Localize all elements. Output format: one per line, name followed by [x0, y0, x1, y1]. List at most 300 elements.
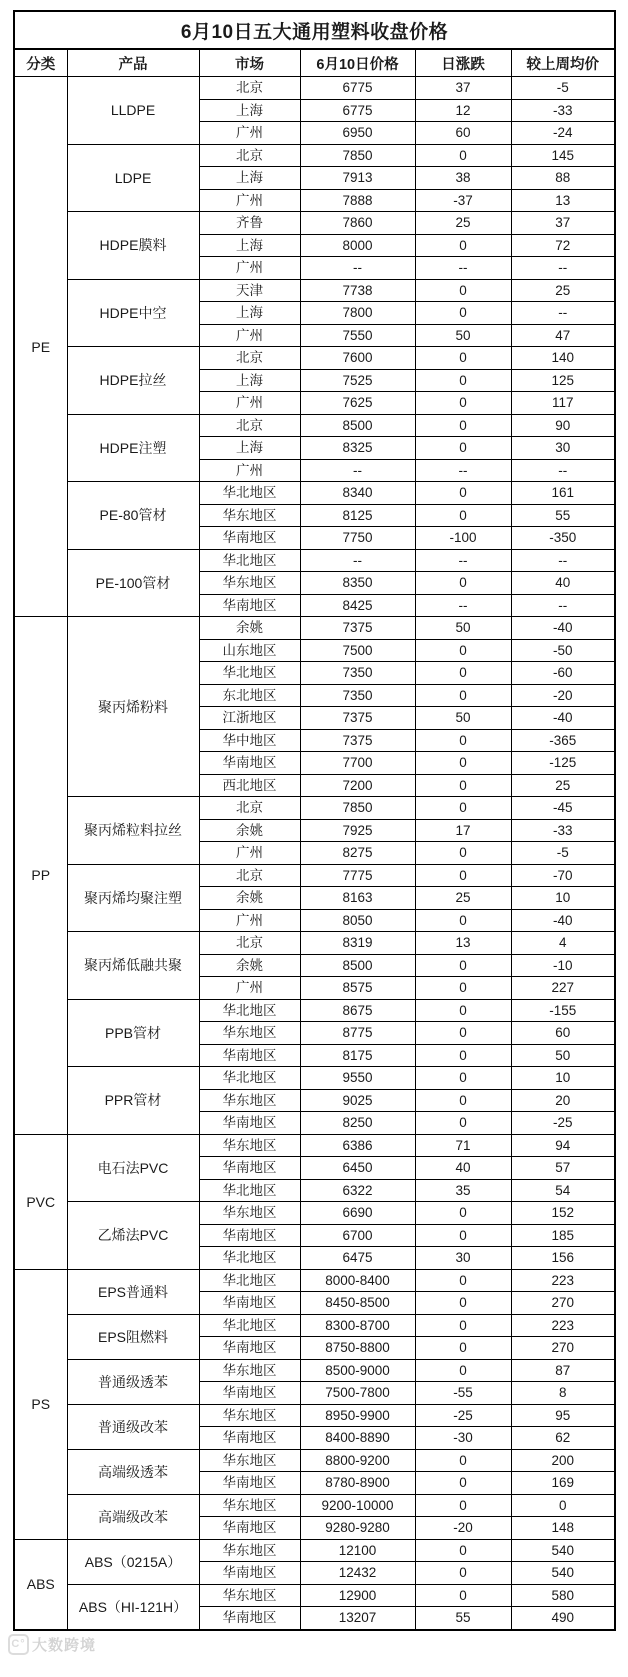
daily-change-cell: 12	[415, 99, 511, 122]
product-cell: 乙烯法PVC	[67, 1202, 199, 1270]
price-cell: 7625	[300, 392, 415, 415]
weekly-avg-cell: --	[511, 302, 615, 325]
market-cell: 华南地区	[199, 1562, 300, 1585]
market-cell: 广州	[199, 977, 300, 1000]
product-cell: PE-80管材	[67, 482, 199, 550]
table-row	[14, 414, 615, 437]
price-cell: 9280-9280	[300, 1517, 415, 1540]
price-cell: 8775	[300, 1022, 415, 1045]
daily-change-cell: 0	[415, 1202, 511, 1225]
daily-change-cell: 0	[415, 1022, 511, 1045]
weekly-avg-cell: 47	[511, 324, 615, 347]
product-cell: HDPE膜料	[67, 212, 199, 280]
weekly-avg-cell: 540	[511, 1539, 615, 1562]
weekly-avg-cell: 25	[511, 279, 615, 302]
table-row	[14, 797, 615, 820]
market-cell: 上海	[199, 167, 300, 190]
price-cell: 8275	[300, 842, 415, 865]
weekly-avg-cell: 50	[511, 1044, 615, 1067]
table-row	[14, 279, 615, 302]
market-cell: 余姚	[199, 954, 300, 977]
price-cell: 7500-7800	[300, 1382, 415, 1405]
daily-change-cell: 0	[415, 1494, 511, 1517]
market-cell: 山东地区	[199, 639, 300, 662]
daily-change-cell: 0	[415, 1224, 511, 1247]
weekly-avg-cell: 8	[511, 1382, 615, 1405]
price-cell: 7375	[300, 707, 415, 730]
price-cell: 8780-8900	[300, 1472, 415, 1495]
weekly-avg-cell: --	[511, 594, 615, 617]
daily-change-cell: 0	[415, 234, 511, 257]
daily-change-cell: --	[415, 594, 511, 617]
table-row	[14, 1314, 615, 1337]
table-row	[14, 1584, 615, 1607]
market-cell: 华南地区	[199, 527, 300, 550]
product-cell: EPS普通料	[67, 1269, 199, 1314]
market-cell: 广州	[199, 909, 300, 932]
market-cell: 北京	[199, 932, 300, 955]
weekly-avg-cell: -20	[511, 684, 615, 707]
weekly-avg-cell: 125	[511, 369, 615, 392]
price-cell: 6690	[300, 1202, 415, 1225]
market-cell: 广州	[199, 189, 300, 212]
daily-change-cell: 0	[415, 392, 511, 415]
price-cell: 12100	[300, 1539, 415, 1562]
market-cell: 华南地区	[199, 1382, 300, 1405]
weekly-avg-cell: --	[511, 549, 615, 572]
watermark	[8, 1634, 96, 1655]
product-cell: 电石法PVC	[67, 1134, 199, 1202]
weekly-avg-cell: 54	[511, 1179, 615, 1202]
daily-change-cell: 0	[415, 1269, 511, 1292]
market-cell: 华北地区	[199, 1247, 300, 1270]
market-cell: 广州	[199, 842, 300, 865]
daily-change-cell: --	[415, 257, 511, 280]
price-cell: 7600	[300, 347, 415, 370]
market-cell: 上海	[199, 302, 300, 325]
price-cell: 6450	[300, 1157, 415, 1180]
daily-change-cell: 0	[415, 639, 511, 662]
weekly-avg-cell: 270	[511, 1292, 615, 1315]
price-cell: 13207	[300, 1607, 415, 1630]
weekly-avg-cell: 57	[511, 1157, 615, 1180]
weekly-avg-cell: -70	[511, 864, 615, 887]
daily-change-cell: -100	[415, 527, 511, 550]
weekly-avg-cell: 10	[511, 1067, 615, 1090]
weekly-avg-cell: 13	[511, 189, 615, 212]
price-cell: 7500	[300, 639, 415, 662]
market-cell: 上海	[199, 437, 300, 460]
weekly-avg-cell: 30	[511, 437, 615, 460]
daily-change-cell: 0	[415, 302, 511, 325]
weekly-avg-cell: -45	[511, 797, 615, 820]
market-cell: 广州	[199, 459, 300, 482]
weekly-avg-cell: 140	[511, 347, 615, 370]
price-cell: 8175	[300, 1044, 415, 1067]
weekly-avg-cell: 20	[511, 1089, 615, 1112]
product-cell: ABS（0215A）	[67, 1539, 199, 1584]
daily-change-cell: 0	[415, 999, 511, 1022]
daily-change-cell: 50	[415, 324, 511, 347]
daily-change-cell: 60	[415, 122, 511, 145]
daily-change-cell: 71	[415, 1134, 511, 1157]
weekly-avg-cell: -40	[511, 707, 615, 730]
market-cell: 北京	[199, 77, 300, 100]
price-cell: 7850	[300, 797, 415, 820]
category-cell: PP	[14, 617, 67, 1135]
daily-change-cell: 0	[415, 1337, 511, 1360]
market-cell: 华东地区	[199, 1539, 300, 1562]
weekly-avg-cell: -40	[511, 909, 615, 932]
price-cell: 7350	[300, 662, 415, 685]
weekly-avg-cell: 37	[511, 212, 615, 235]
price-cell: 7350	[300, 684, 415, 707]
price-cell: 8750-8800	[300, 1337, 415, 1360]
market-cell: 华北地区	[199, 1314, 300, 1337]
daily-change-cell: 0	[415, 729, 511, 752]
daily-change-cell: 0	[415, 797, 511, 820]
weekly-avg-cell: 4	[511, 932, 615, 955]
price-cell: 7800	[300, 302, 415, 325]
daily-change-cell: 0	[415, 1359, 511, 1382]
table-row	[14, 549, 615, 572]
price-cell: 8000	[300, 234, 415, 257]
market-cell: 华东地区	[199, 1022, 300, 1045]
market-cell: 华东地区	[199, 572, 300, 595]
table-row	[14, 1539, 615, 1562]
table-row	[14, 999, 615, 1022]
daily-change-cell: -25	[415, 1404, 511, 1427]
price-cell: 8350	[300, 572, 415, 595]
market-cell: 广州	[199, 257, 300, 280]
category-cell: PVC	[14, 1134, 67, 1269]
table-row	[14, 617, 615, 640]
weekly-avg-cell: 90	[511, 414, 615, 437]
table-row	[14, 482, 615, 505]
header-row	[14, 49, 615, 77]
price-cell: 8800-9200	[300, 1449, 415, 1472]
market-cell: 北京	[199, 414, 300, 437]
weekly-avg-cell: 94	[511, 1134, 615, 1157]
table-row	[14, 77, 615, 100]
daily-change-cell: 0	[415, 1292, 511, 1315]
market-cell: 华东地区	[199, 1089, 300, 1112]
market-cell: 余姚	[199, 887, 300, 910]
price-cell: 8000-8400	[300, 1269, 415, 1292]
product-cell: 普通级透苯	[67, 1359, 199, 1404]
daily-change-cell: 0	[415, 369, 511, 392]
market-cell: 华南地区	[199, 1472, 300, 1495]
price-cell: 8319	[300, 932, 415, 955]
weekly-avg-cell: 161	[511, 482, 615, 505]
market-cell: 华东地区	[199, 1134, 300, 1157]
daily-change-cell: 0	[415, 1539, 511, 1562]
product-cell: LLDPE	[67, 77, 199, 145]
product-cell: PPB管材	[67, 999, 199, 1067]
weekly-avg-cell: 152	[511, 1202, 615, 1225]
daily-change-cell: 55	[415, 1607, 511, 1630]
page-title: 6月10日五大通用塑料收盘价格	[14, 11, 615, 49]
market-cell: 华南地区	[199, 752, 300, 775]
table-row	[14, 932, 615, 955]
product-cell: 高端级改苯	[67, 1494, 199, 1539]
product-cell: PE-100管材	[67, 549, 199, 617]
market-cell: 华南地区	[199, 1427, 300, 1450]
price-cell: 7700	[300, 752, 415, 775]
weekly-avg-cell: 156	[511, 1247, 615, 1270]
category-cell: ABS	[14, 1539, 67, 1630]
price-cell: 7913	[300, 167, 415, 190]
daily-change-cell: 0	[415, 662, 511, 685]
price-cell: 6700	[300, 1224, 415, 1247]
daily-change-cell: -37	[415, 189, 511, 212]
weekly-avg-cell: 227	[511, 977, 615, 1000]
table-row	[14, 212, 615, 235]
market-cell: 华东地区	[199, 1359, 300, 1382]
weekly-avg-cell: --	[511, 459, 615, 482]
weekly-avg-cell: 60	[511, 1022, 615, 1045]
price-cell: 8575	[300, 977, 415, 1000]
product-cell: 聚丙烯粒料拉丝	[67, 797, 199, 865]
product-cell: 普通级改苯	[67, 1404, 199, 1449]
weekly-avg-cell: 0	[511, 1494, 615, 1517]
table-row	[14, 1449, 615, 1472]
title-row	[14, 11, 615, 49]
market-cell: 余姚	[199, 819, 300, 842]
market-cell: 华北地区	[199, 999, 300, 1022]
table-row	[14, 347, 615, 370]
price-cell: 8400-8890	[300, 1427, 415, 1450]
daily-change-cell: 0	[415, 504, 511, 527]
price-table-container	[13, 10, 614, 1631]
weekly-avg-cell: 145	[511, 144, 615, 167]
price-table	[13, 10, 616, 1631]
market-cell: 江浙地区	[199, 707, 300, 730]
weekly-avg-cell: 88	[511, 167, 615, 190]
product-cell: PPR管材	[67, 1067, 199, 1135]
price-cell: --	[300, 549, 415, 572]
weekly-avg-cell: --	[511, 257, 615, 280]
product-cell: LDPE	[67, 144, 199, 212]
price-cell: 8325	[300, 437, 415, 460]
weekly-avg-cell: 580	[511, 1584, 615, 1607]
daily-change-cell: 17	[415, 819, 511, 842]
weekly-avg-cell: 148	[511, 1517, 615, 1540]
price-cell: 8300-8700	[300, 1314, 415, 1337]
price-cell: 6386	[300, 1134, 415, 1157]
market-cell: 华中地区	[199, 729, 300, 752]
daily-change-cell: 0	[415, 1449, 511, 1472]
weekly-avg-cell: 72	[511, 234, 615, 257]
daily-change-cell: 50	[415, 707, 511, 730]
weekly-avg-cell: -33	[511, 99, 615, 122]
column-header-weekly-avg: 较上周均价	[511, 49, 615, 77]
market-cell: 华南地区	[199, 1224, 300, 1247]
column-header-price: 6月10日价格	[300, 49, 415, 77]
table-row	[14, 1359, 615, 1382]
daily-change-cell: 0	[415, 1112, 511, 1135]
price-cell: 9550	[300, 1067, 415, 1090]
table-row	[14, 1067, 615, 1090]
price-cell: 7550	[300, 324, 415, 347]
price-cell: 8050	[300, 909, 415, 932]
daily-change-cell: 13	[415, 932, 511, 955]
product-cell: 聚丙烯粉料	[67, 617, 199, 797]
price-cell: 7375	[300, 617, 415, 640]
daily-change-cell: 0	[415, 279, 511, 302]
market-cell: 华东地区	[199, 1449, 300, 1472]
weekly-avg-cell: -10	[511, 954, 615, 977]
weekly-avg-cell: 95	[511, 1404, 615, 1427]
market-cell: 华南地区	[199, 1337, 300, 1360]
price-cell: 8250	[300, 1112, 415, 1135]
product-cell: 高端级透苯	[67, 1449, 199, 1494]
daily-change-cell: 25	[415, 212, 511, 235]
weekly-avg-cell: 55	[511, 504, 615, 527]
weekly-avg-cell: -60	[511, 662, 615, 685]
daily-change-cell: 40	[415, 1157, 511, 1180]
market-cell: 华南地区	[199, 1517, 300, 1540]
weekly-avg-cell: -25	[511, 1112, 615, 1135]
weekly-avg-cell: 10	[511, 887, 615, 910]
weekly-avg-cell: -50	[511, 639, 615, 662]
weekly-avg-cell: -24	[511, 122, 615, 145]
market-cell: 广州	[199, 324, 300, 347]
market-cell: 上海	[199, 99, 300, 122]
price-cell: 7525	[300, 369, 415, 392]
category-cell: PE	[14, 77, 67, 617]
daily-change-cell: 0	[415, 347, 511, 370]
price-cell: 9200-10000	[300, 1494, 415, 1517]
table-row	[14, 864, 615, 887]
market-cell: 齐鲁	[199, 212, 300, 235]
price-cell: 7860	[300, 212, 415, 235]
market-cell: 华南地区	[199, 1112, 300, 1135]
daily-change-cell: -20	[415, 1517, 511, 1540]
daily-change-cell: 0	[415, 572, 511, 595]
price-cell: 8450-8500	[300, 1292, 415, 1315]
weekly-avg-cell: 540	[511, 1562, 615, 1585]
price-cell: 8500	[300, 954, 415, 977]
price-cell: 8125	[300, 504, 415, 527]
weekly-avg-cell: 62	[511, 1427, 615, 1450]
daily-change-cell: 37	[415, 77, 511, 100]
market-cell: 华东地区	[199, 1404, 300, 1427]
market-cell: 北京	[199, 864, 300, 887]
table-row	[14, 1494, 615, 1517]
market-cell: 华东地区	[199, 504, 300, 527]
column-header-product: 产品	[67, 49, 199, 77]
product-cell: HDPE拉丝	[67, 347, 199, 415]
daily-change-cell: 0	[415, 1089, 511, 1112]
product-cell: 聚丙烯均聚注塑	[67, 864, 199, 932]
price-cell: 6775	[300, 77, 415, 100]
weekly-avg-cell: -365	[511, 729, 615, 752]
market-cell: 华南地区	[199, 1157, 300, 1180]
price-cell: 12900	[300, 1584, 415, 1607]
daily-change-cell: 0	[415, 864, 511, 887]
price-table-body	[14, 77, 615, 1630]
price-cell: 7775	[300, 864, 415, 887]
weekly-avg-cell: -350	[511, 527, 615, 550]
product-cell: 聚丙烯低融共聚	[67, 932, 199, 1000]
weekly-avg-cell: 223	[511, 1314, 615, 1337]
weekly-avg-cell: -5	[511, 842, 615, 865]
weekly-avg-cell: 40	[511, 572, 615, 595]
price-cell: 8500-9000	[300, 1359, 415, 1382]
market-cell: 华北地区	[199, 1179, 300, 1202]
price-cell: 7925	[300, 819, 415, 842]
product-cell: ABS（HI-121H）	[67, 1584, 199, 1630]
price-cell: 8950-9900	[300, 1404, 415, 1427]
daily-change-cell: 35	[415, 1179, 511, 1202]
price-cell: 8675	[300, 999, 415, 1022]
daily-change-cell: 0	[415, 774, 511, 797]
weekly-avg-cell: -5	[511, 77, 615, 100]
daily-change-cell: 0	[415, 1044, 511, 1067]
daily-change-cell: 0	[415, 752, 511, 775]
column-header-daily-change: 日涨跌	[415, 49, 511, 77]
market-cell: 北京	[199, 347, 300, 370]
market-cell: 西北地区	[199, 774, 300, 797]
market-cell: 华东地区	[199, 1584, 300, 1607]
weekly-avg-cell: 87	[511, 1359, 615, 1382]
daily-change-cell: 0	[415, 437, 511, 460]
weekly-avg-cell: 169	[511, 1472, 615, 1495]
weekly-avg-cell: -125	[511, 752, 615, 775]
daily-change-cell: --	[415, 549, 511, 572]
daily-change-cell: 38	[415, 167, 511, 190]
price-cell: 7200	[300, 774, 415, 797]
daily-change-cell: 30	[415, 1247, 511, 1270]
weekly-avg-cell: -33	[511, 819, 615, 842]
weekly-avg-cell: -40	[511, 617, 615, 640]
price-cell: 9025	[300, 1089, 415, 1112]
price-cell: 7850	[300, 144, 415, 167]
daily-change-cell: 25	[415, 887, 511, 910]
market-cell: 华北地区	[199, 549, 300, 572]
daily-change-cell: 0	[415, 1472, 511, 1495]
daily-change-cell: 0	[415, 909, 511, 932]
table-row	[14, 1269, 615, 1292]
daily-change-cell: 0	[415, 977, 511, 1000]
market-cell: 华北地区	[199, 482, 300, 505]
market-cell: 北京	[199, 797, 300, 820]
weekly-avg-cell: 270	[511, 1337, 615, 1360]
price-cell: 6950	[300, 122, 415, 145]
price-cell: 6475	[300, 1247, 415, 1270]
table-row	[14, 1202, 615, 1225]
price-cell: 7375	[300, 729, 415, 752]
market-cell: 华北地区	[199, 1269, 300, 1292]
price-cell: 7750	[300, 527, 415, 550]
market-cell: 华南地区	[199, 594, 300, 617]
daily-change-cell: 0	[415, 1314, 511, 1337]
weekly-avg-cell: 117	[511, 392, 615, 415]
market-cell: 华南地区	[199, 1292, 300, 1315]
market-cell: 广州	[199, 122, 300, 145]
weekly-avg-cell: 200	[511, 1449, 615, 1472]
daily-change-cell: 0	[415, 1584, 511, 1607]
daily-change-cell: 0	[415, 414, 511, 437]
table-row	[14, 1404, 615, 1427]
product-cell: HDPE注塑	[67, 414, 199, 482]
daily-change-cell: 0	[415, 1067, 511, 1090]
daily-change-cell: 0	[415, 482, 511, 505]
market-cell: 上海	[199, 369, 300, 392]
price-cell: 7888	[300, 189, 415, 212]
market-cell: 东北地区	[199, 684, 300, 707]
